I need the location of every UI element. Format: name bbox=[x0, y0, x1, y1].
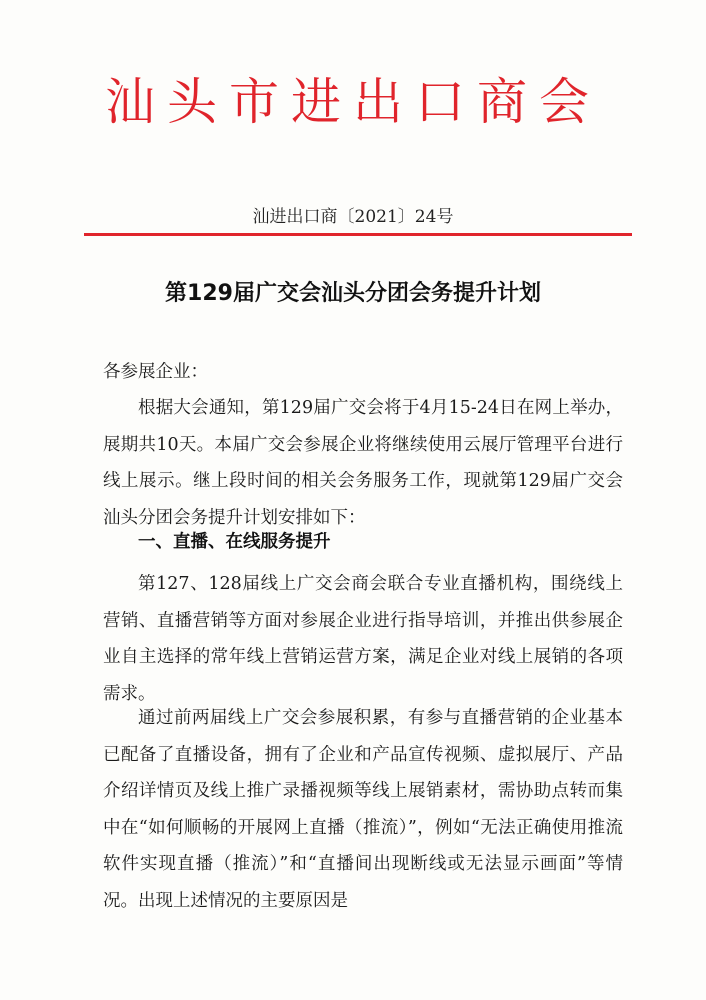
document-number: 汕进出口商〔2021〕24号 bbox=[252, 207, 454, 227]
red-divider-line bbox=[84, 233, 632, 236]
document-title: 第129届广交会汕头分团会务提升计划 bbox=[165, 281, 541, 306]
intro-paragraph: 根据大会通知，第129届广交会将于4月15-24日在网上举办，展期共10天。本届广交会参展企业将继续使用云展厅管理平台进行线上展示。继上段时间的相关会务服务工作，现就第129届广交会汕头分团会务提升计划安排如下： bbox=[103, 398, 623, 528]
section1-paragraph-2: 通过前两届线上广交会参展积累，有参与直播营销的企业基本已配备了直播设备，拥有了企业和产品宣传视频、虚拟展厅、产品介绍详情页及线上推广录播视频等线上展销素材，需协助点转而集中在“如何顺畅的开展网上直播（推流）”，例如“无法正确使用推流软件实现直播（推流）”和“直播间出现断线或无法显示画面”等情况。出现上述情况的主要原因是 bbox=[103, 708, 623, 911]
section1-paragraph-1: 第127、128届线上广交会商会联合专业直播机构，围绕线上营销、直播营销等方面对参展企业进行指导培训，并推出供参展企业自主选择的常年线上营销运营方案，满足企业对线上展销的各项需求。 bbox=[103, 574, 623, 704]
salutation: 各参展企业： bbox=[103, 362, 208, 382]
organization-name: 汕头市进出口商会 bbox=[105, 73, 601, 131]
section-heading-1: 一、直播、在线服务提升 bbox=[138, 532, 331, 552]
